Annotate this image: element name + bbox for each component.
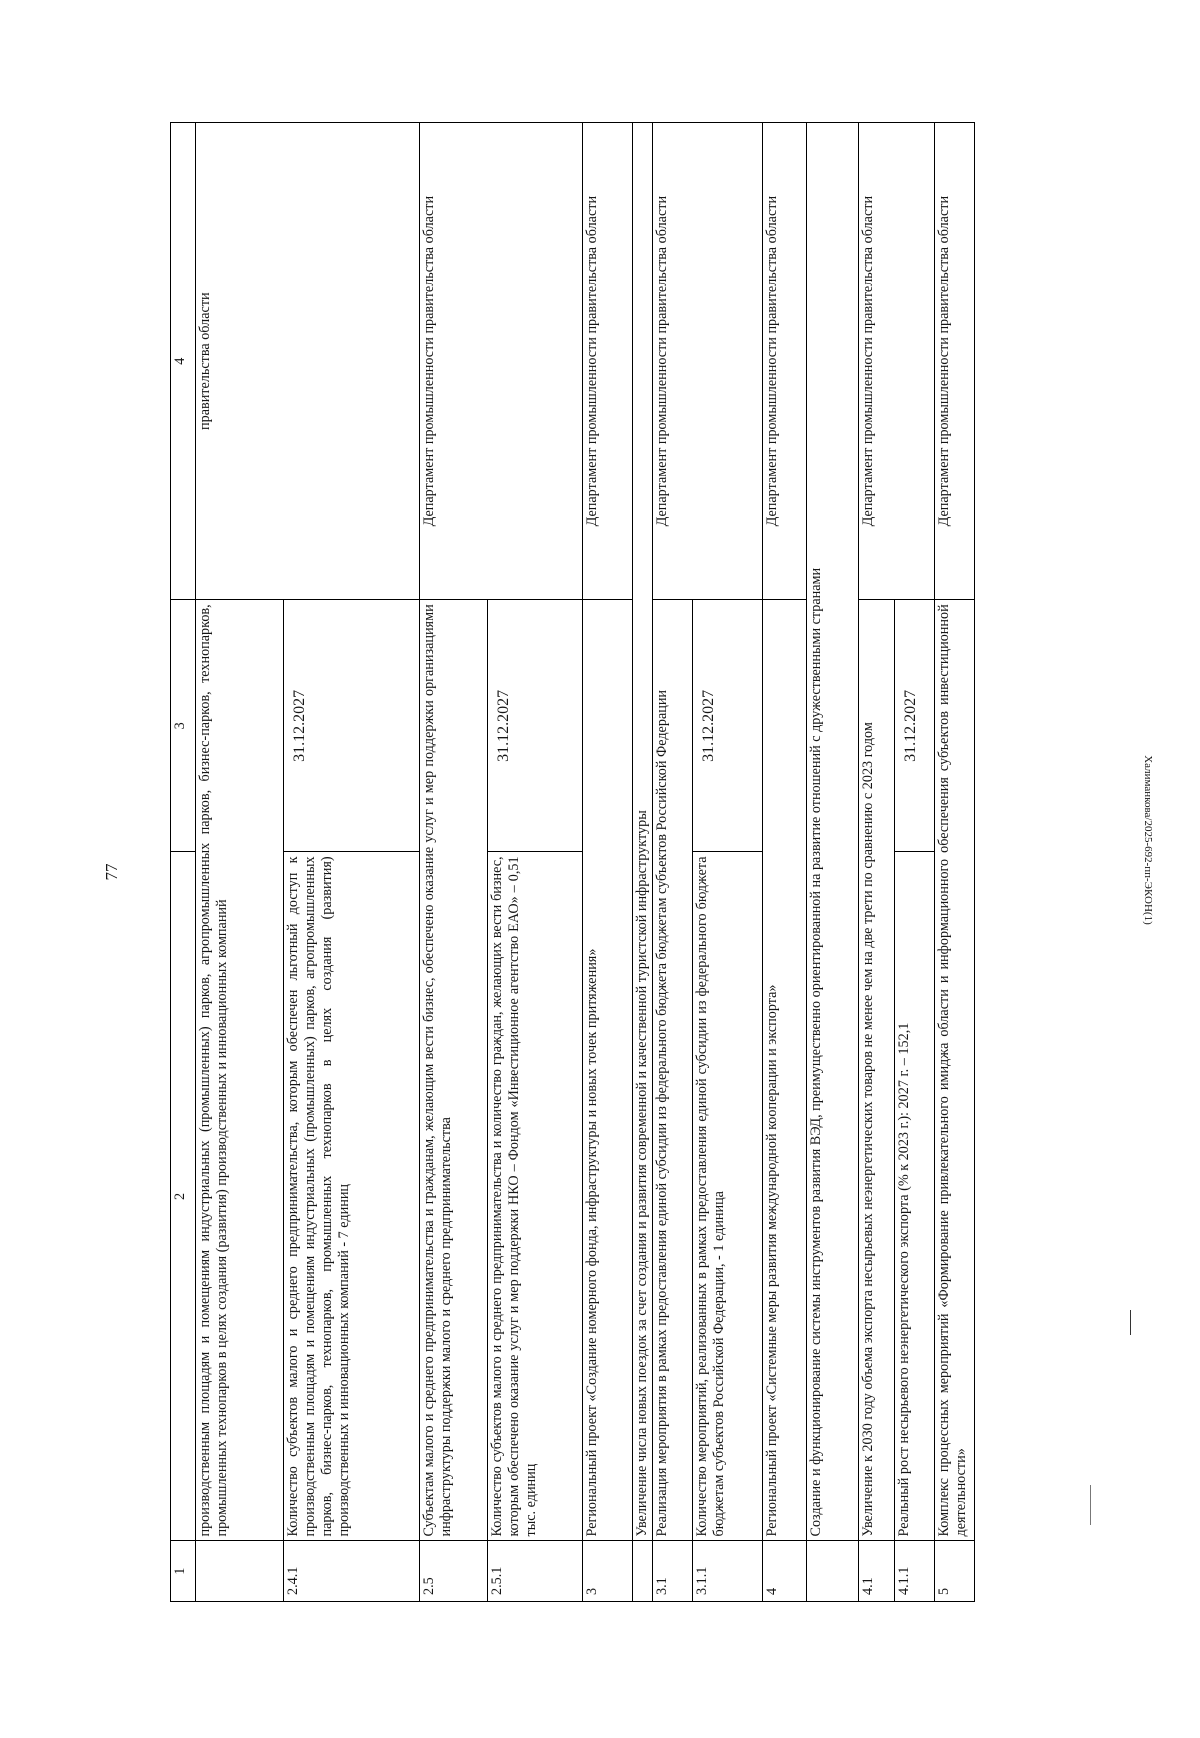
row-description: Реальный рост несырьевого неэнергетического экспорта (% к 2023 г.): 2027 г. – 152,1: [895, 852, 935, 1541]
header-col-2: 2: [171, 852, 196, 1541]
table-row: [633, 123, 653, 1602]
table-row: [935, 123, 975, 1602]
row-number: 3.1.1: [693, 1541, 763, 1602]
header-row: [171, 123, 196, 1602]
row-number: [807, 1541, 859, 1602]
table-row: [763, 123, 807, 1602]
row-number: 3.1: [653, 1541, 693, 1602]
row-responsible: Департамент промышленности правительства области: [583, 123, 633, 600]
table-row: [420, 123, 488, 1602]
row-number: [633, 1541, 653, 1602]
row-number: 2.5: [420, 1541, 488, 1602]
table-row: [859, 123, 895, 1602]
row-description: Региональный проект «Создание номерного фонда, инфраструктуры и новых точек притяжения»: [583, 600, 633, 1541]
row-number: 4.1.1: [895, 1541, 935, 1602]
table-row: [583, 123, 633, 1602]
header-col-4: 4: [171, 123, 196, 600]
row-date: 31.12.2027: [895, 600, 935, 852]
row-date: 31.12.2027: [693, 600, 763, 852]
row-description: производственным площадям и помещениям индустриальных (промышленных) парков, агропромышленных парков, бизнес-парков, технопарков, промышленных технопарков в целях создания (развития) производственных и инновационных компаний: [196, 600, 284, 1541]
row-responsible: Департамент промышленности правительства области: [935, 123, 975, 600]
plan-table: [170, 122, 975, 1602]
row-number: 5: [935, 1541, 975, 1602]
margin-mark: [1090, 1485, 1091, 1525]
row-number: 3: [583, 1541, 633, 1602]
row-date: 31.12.2027: [488, 600, 583, 852]
row-responsible: Департамент промышленности правительства области: [420, 123, 583, 600]
row-description: Субъектам малого и среднего предпринимательства и гражданам, желающим вести бизнес, обеспечено оказание услуг и мер поддержки организациями инфраструктуры поддержки малого и среднего предпринимательства: [420, 600, 488, 1541]
header-col-1: 1: [171, 1541, 196, 1602]
footer-document-code: Халиманкова/2025-692-пп-ЭКОН(1): [1142, 755, 1154, 925]
row-description: Увеличение к 2030 году объема экспорта несырьевых неэнергетических товаров не менее чем на две трети по сравнению с 2023 годом: [859, 600, 895, 1541]
row-responsible: Департамент промышленности правительства области: [763, 123, 807, 600]
row-responsible: Департамент промышленности правительства области: [653, 123, 763, 600]
row-number: [196, 1541, 284, 1602]
row-description: Количество мероприятий, реализованных в рамках предоставления единой субсидии из федерального бюджета бюджетам субъектов Российской Федерации, - 1 единица: [693, 852, 763, 1541]
table-row: [653, 123, 693, 1602]
footer-divider: [1130, 1310, 1131, 1335]
table-row: [196, 123, 284, 1602]
row-description: Региональный проект «Системные меры развития международной кооперации и экспорта»: [763, 600, 807, 1541]
row-description: Количество субъектов малого и среднего предпринимательства и количество граждан, желающих вести бизнес, которым обеспечено оказание услуг и мер поддержки НКО – Фондом «Инвестиционное агентство ЕАО» – 0,51 тыс. единиц: [488, 852, 583, 1541]
row-number: 4: [763, 1541, 807, 1602]
rotated-table-container: [170, 122, 1050, 1602]
row-date: 31.12.2027: [284, 600, 420, 852]
row-description: Комплекс процессных мероприятий «Формирование привлекательного имиджа области и информационного обеспечения субъектов инвестиционной деятельности»: [935, 600, 975, 1541]
row-description: Количество субъектов малого и среднего предпринимательства, которым обеспечен льготный доступ к производственным площадям и помещениям индустриальных (промышленных) парков, агропромышленных парков, бизнес-парков, технопарков, промышленных технопарков в целях создания (развития) производственных и инновационных компаний - 7 единиц: [284, 852, 420, 1541]
row-number: 2.5.1: [488, 1541, 583, 1602]
page-number: 77: [102, 863, 121, 881]
header-col-3: 3: [171, 600, 196, 852]
row-description: Создание и функционирование системы инструментов развития ВЭД, преимущественно ориентированной на развитие отношений с дружественными странами: [807, 123, 859, 1542]
row-description: Увеличение числа новых поездок за счет создания и развития современной и качественной туристской инфраструктуры: [633, 123, 653, 1542]
row-description: Реализация мероприятия в рамках предоставления единой субсидии из федерального бюджета бюджетам субъектов Российской Федерации: [653, 600, 693, 1541]
row-responsible: Департамент промышленности правительства области: [859, 123, 935, 600]
row-responsible: правительства области: [196, 123, 420, 600]
row-number: 4.1: [859, 1541, 895, 1602]
row-number: 2.4.1: [284, 1541, 420, 1602]
table-row: [807, 123, 859, 1602]
